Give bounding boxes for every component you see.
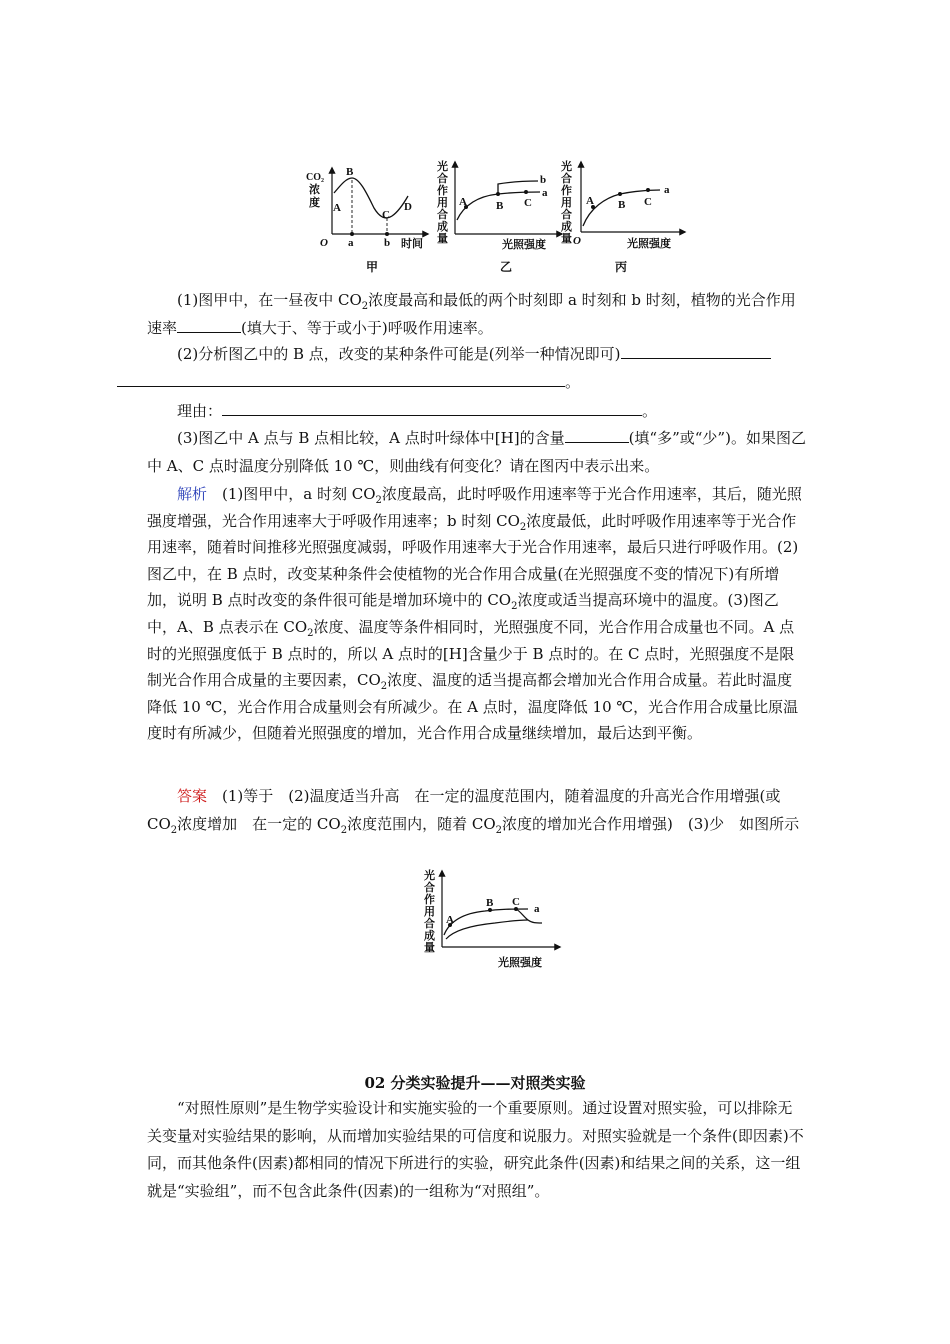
yi-dot-C (524, 190, 528, 194)
analysis-sub-2: 2 (519, 521, 527, 533)
answer-text-4: 浓度的增加光合作用增强) (3)少 如图所示 (502, 814, 800, 833)
analysis-text-6: 浓度、温度的适当提高都会增加光合作用合成量。若此时温度降低 10 ℃，光合作用合成量则会有所减少。在 A 点时，温度降低 10 ℃，光合作用合成量比原温度时有所减少，但随着光照强度的增加，光合作用合成量继续增加，最后达到平衡。 (147, 671, 799, 743)
yi-ylabel-7: 量 (437, 233, 448, 245)
jia-curve (334, 178, 408, 218)
jia-caption: 甲 (366, 260, 379, 274)
bing-dot-B (618, 192, 622, 196)
ans-curve-a-label: a (534, 903, 540, 915)
analysis-text-5: 浓度、温度等条件相同时，光照强度不同，光合作用合成量也不同。A 点时的光照强度低于 B 点时的，所以 A 点时的[H]含量少于 B 点时的。在 C 点时，光照强度不是限制光合作用合成量的主要因素，CO (147, 617, 795, 690)
question-3 (147, 425, 807, 480)
bing-ylabel-6: 成 (561, 221, 572, 233)
q3-text-1: (3)图乙中 A 点与 B 点相比较，A 点时叶绿体中[H]的含量 (177, 429, 565, 447)
q1-text-2: 浓度最高和最低的两个时刻即 a 时刻和 b 时刻，植物的光合作用速率 (147, 291, 796, 337)
figure-answer (420, 865, 570, 975)
q2-answer-blank-1[interactable] (621, 343, 771, 359)
answer-text-3: 浓度范围内，随着 CO (347, 814, 496, 833)
jia-dot-a (350, 232, 354, 236)
bing-ylabel-4: 用 (561, 197, 572, 209)
ans-ylabel-5: 合 (424, 918, 435, 930)
bing-caption: 丙 (615, 260, 628, 274)
q3-answer-blank[interactable] (565, 427, 629, 443)
q1-sub: 2 (361, 301, 369, 312)
answer-block (147, 783, 807, 838)
bing-xlabel: 光照强度 (627, 238, 671, 250)
q3-text-2: (填“多”或“少”)。如果图乙中 A、C 点时温度分别降低 10 ℃，则曲线有何变化？请在图丙中表示出来。 (147, 429, 806, 475)
bing-dot-C (646, 188, 650, 192)
ans-curve-lowered (446, 920, 528, 939)
q2-reason-label: 理由： (177, 402, 223, 420)
analysis-label: 解析 (177, 485, 208, 503)
yi-caption: 乙 (500, 260, 513, 274)
chart-yi (437, 159, 562, 274)
analysis-block (147, 481, 807, 747)
analysis-text-2: 浓度最高，此时呼吸作用速率等于光合作用速率，其后，随光照强度增强，光合作用速率大于呼吸作用速率；b 时刻 CO (147, 485, 802, 530)
question-2 (147, 341, 807, 396)
figure-top (300, 158, 690, 278)
analysis-sub-5: 2 (380, 681, 388, 693)
jia-point-C: C (382, 209, 390, 221)
yi-ylabel-5: 合 (437, 209, 448, 221)
ans-ylabel-3: 作 (424, 894, 435, 906)
section-heading: 02 分类实验提升——对照类实验 (364, 1074, 586, 1092)
yi-ylabel-1: 光 (437, 161, 448, 173)
answer-label: 答案 (177, 787, 208, 805)
ans-point-A: A (446, 914, 454, 926)
ans-ylabel-1: 光 (424, 870, 435, 882)
yi-ylabel-3: 作 (437, 185, 448, 197)
yi-xlabel: 光照强度 (502, 239, 546, 251)
bing-curve-a-label: a (664, 184, 670, 196)
yi-ylabel-4: 用 (437, 197, 448, 209)
section-body: “对照性原则”是生物学实验设计和实施实验的一个重要原则。通过设置对照实验，可以排除无关变量对实验结果的影响，从而增加实验结果的可信度和说服力。对照实验就是一个条件(即因素)不同，而其他条件(因素)都相同的情况下所进行的实验，研究此条件(因素)和结果之间的关系，这一组就是“实验组”，而不包含此条件(因素)的一组称为“对照组”。 (147, 1099, 804, 1200)
bing-origin: O (573, 235, 581, 247)
bing-ylabel-1: 光 (561, 161, 572, 173)
answer-text-2: 浓度增加 在一定的 CO (177, 814, 341, 833)
yi-ylabel-6: 成 (437, 221, 448, 233)
bing-ylabel-5: 合 (561, 209, 572, 221)
bing-point-B: B (618, 199, 626, 211)
q2-reason-blank[interactable] (222, 400, 642, 416)
jia-tick-a: a (348, 237, 354, 249)
analysis-sub-4: 2 (307, 627, 314, 639)
q1-text-1: (1)图甲中，在一昼夜中 CO (177, 291, 362, 309)
bing-ylabel-7: 量 (561, 233, 572, 245)
q2-text-1: (2)分析图乙中的 B 点，改变的某种条件可能是(列举一种情况即可) (177, 345, 621, 363)
q1-answer-blank[interactable] (177, 317, 241, 333)
yi-point-B: B (496, 200, 504, 212)
jia-point-A: A (333, 202, 341, 214)
yi-ylabel-2: 合 (437, 173, 448, 185)
yi-dot-B (496, 192, 500, 196)
analysis-text-3: 浓度最低，此时呼吸作用速率等于光合作用速率，随着时间推移光照强度减弱，呼吸作用速率大于光合作用速率，最后只进行呼吸作用。(2)图乙中，在 B 点时，改变某种条件会使植物的光合作用合成量(在光照强度不变的情况下)有所增加，说明 B 点时改变的条件很可能是增加环境中的 CO (147, 511, 799, 610)
question-2-reason (147, 398, 807, 426)
ans-ylabel-2: 合 (424, 882, 435, 894)
yi-curve-b-label: b (540, 174, 547, 186)
analysis-text-1: (1)图甲中，a 时刻 CO (222, 485, 376, 503)
jia-ylabel-1: CO₂ (306, 172, 324, 183)
q2-end: 。 (565, 372, 581, 391)
bing-ylabel-2: 合 (561, 173, 572, 185)
answer-sub-2: 2 (340, 824, 348, 836)
bing-point-C: C (644, 196, 652, 208)
yi-curve-a-label: a (542, 187, 548, 199)
q2-answer-blank-2[interactable] (117, 371, 565, 387)
answer-text-1: (1)等于 (2)温度适当升高 在一定的温度范围内，随着温度的升高光合作用增强(或 CO (147, 787, 781, 833)
ans-ylabel-7: 量 (424, 942, 435, 954)
ans-point-B: B (486, 897, 494, 909)
yi-point-C: C (524, 197, 532, 209)
analysis-sub-3: 2 (511, 601, 518, 613)
ans-xlabel: 光照强度 (498, 957, 542, 969)
figure-answer-svg (420, 865, 570, 975)
jia-origin: O (320, 237, 328, 249)
ans-ylabel-6: 成 (424, 930, 435, 942)
chart-bing (561, 159, 685, 274)
jia-ylabel-3: 度 (309, 197, 320, 209)
q1-text-3: (填大于、等于或小于)呼吸作用速率。 (241, 318, 493, 337)
analysis-text-4: 浓度或适当提高环境中的温度。(3)图乙中，A、B 点表示在 CO (147, 591, 779, 636)
jia-point-B: B (346, 166, 354, 178)
jia-dot-b (385, 232, 389, 236)
ans-ylabel-4: 用 (424, 906, 435, 918)
answer-sub-1: 2 (170, 824, 178, 836)
figure-top-svg (300, 158, 690, 278)
bing-ylabel-3: 作 (561, 185, 572, 197)
analysis-sub-1: 2 (375, 495, 382, 506)
jia-xlabel: 时间 (401, 238, 423, 250)
answer-sub-3: 2 (495, 824, 502, 836)
jia-point-D: D (404, 201, 412, 213)
q2-reason-end: 。 (642, 402, 658, 420)
chart-jia (306, 166, 428, 274)
ans-point-C: C (512, 896, 520, 908)
jia-tick-b: b (384, 237, 391, 249)
yi-point-A: A (459, 196, 467, 208)
bing-point-A: A (586, 195, 594, 207)
question-1 (147, 287, 807, 342)
jia-ylabel-2: 浓 (309, 184, 320, 196)
